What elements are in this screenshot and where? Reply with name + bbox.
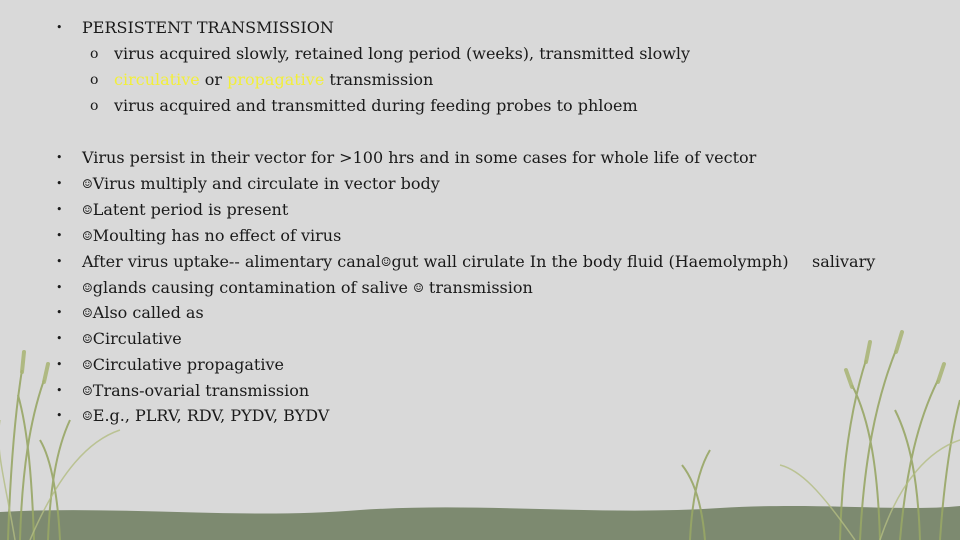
list-item: ☺Also called as <box>82 303 204 322</box>
sub-bullet-marker: o <box>90 98 99 114</box>
smiley-icon: ☺ <box>82 229 93 243</box>
list-item: ☺Trans-ovarial transmission <box>82 381 310 400</box>
bullet-marker: • <box>56 203 63 216</box>
smiley-icon: ☺ <box>82 409 93 423</box>
list-item: ☺glands causing contamination of salive ☺ transmission <box>82 278 533 297</box>
smiley-icon: ☺ <box>82 281 93 295</box>
bullet-marker: • <box>56 229 63 242</box>
list-item-overflow-text: salivary <box>812 252 876 271</box>
bullet-marker: • <box>56 358 63 371</box>
smiley-icon: ☺ <box>82 306 93 320</box>
smiley-icon: ☺ <box>413 281 424 295</box>
bullet-marker: • <box>56 306 63 319</box>
sub-bullet-marker: o <box>90 72 99 88</box>
list-item: ☺Latent period is present <box>82 200 289 219</box>
highlight-circulative: circulative <box>114 70 200 89</box>
bullet-marker: • <box>56 332 63 345</box>
bullet-marker: • <box>56 409 63 422</box>
list-item: Virus persist in their vector for >100 hrs and in some cases for whole life of vector <box>82 148 757 167</box>
list-item: ☺Virus multiply and circulate in vector body <box>82 174 440 193</box>
bullet-marker: • <box>56 151 63 164</box>
sub-item: circulative or propagative transmission <box>114 70 434 89</box>
smiley-icon: ☺ <box>82 358 93 372</box>
list-item: ☺Moulting has no effect of virus <box>82 226 342 245</box>
section-heading: PERSISTENT TRANSMISSION <box>82 18 334 37</box>
bullet-marker: • <box>56 177 63 190</box>
smiley-icon: ☺ <box>82 384 93 398</box>
bullet-marker: • <box>56 255 63 268</box>
bullet-marker: • <box>56 21 63 34</box>
list-item: ☺Circulative <box>82 329 182 348</box>
smiley-icon: ☺ <box>380 255 392 269</box>
smiley-icon: ☺ <box>82 177 93 191</box>
list-item: After virus uptake-- alimentary canal☺gut wall cirulate In the body fluid (Haemolymph) <box>82 252 789 271</box>
list-item: ☺Circulative propagative <box>82 355 284 374</box>
sub-item: virus acquired and transmitted during feeding probes to phloem <box>114 96 638 115</box>
bullet-marker: • <box>56 384 63 397</box>
smiley-icon: ☺ <box>82 203 93 217</box>
smiley-icon: ☺ <box>82 332 93 346</box>
bullet-marker: • <box>56 281 63 294</box>
highlight-propagative: propagative <box>227 70 325 89</box>
sub-bullet-marker: o <box>90 46 99 62</box>
sub-item: virus acquired slowly, retained long period (weeks), transmitted slowly <box>114 44 691 63</box>
list-item: ☺E.g., PLRV, RDV, PYDV, BYDV <box>82 406 330 425</box>
